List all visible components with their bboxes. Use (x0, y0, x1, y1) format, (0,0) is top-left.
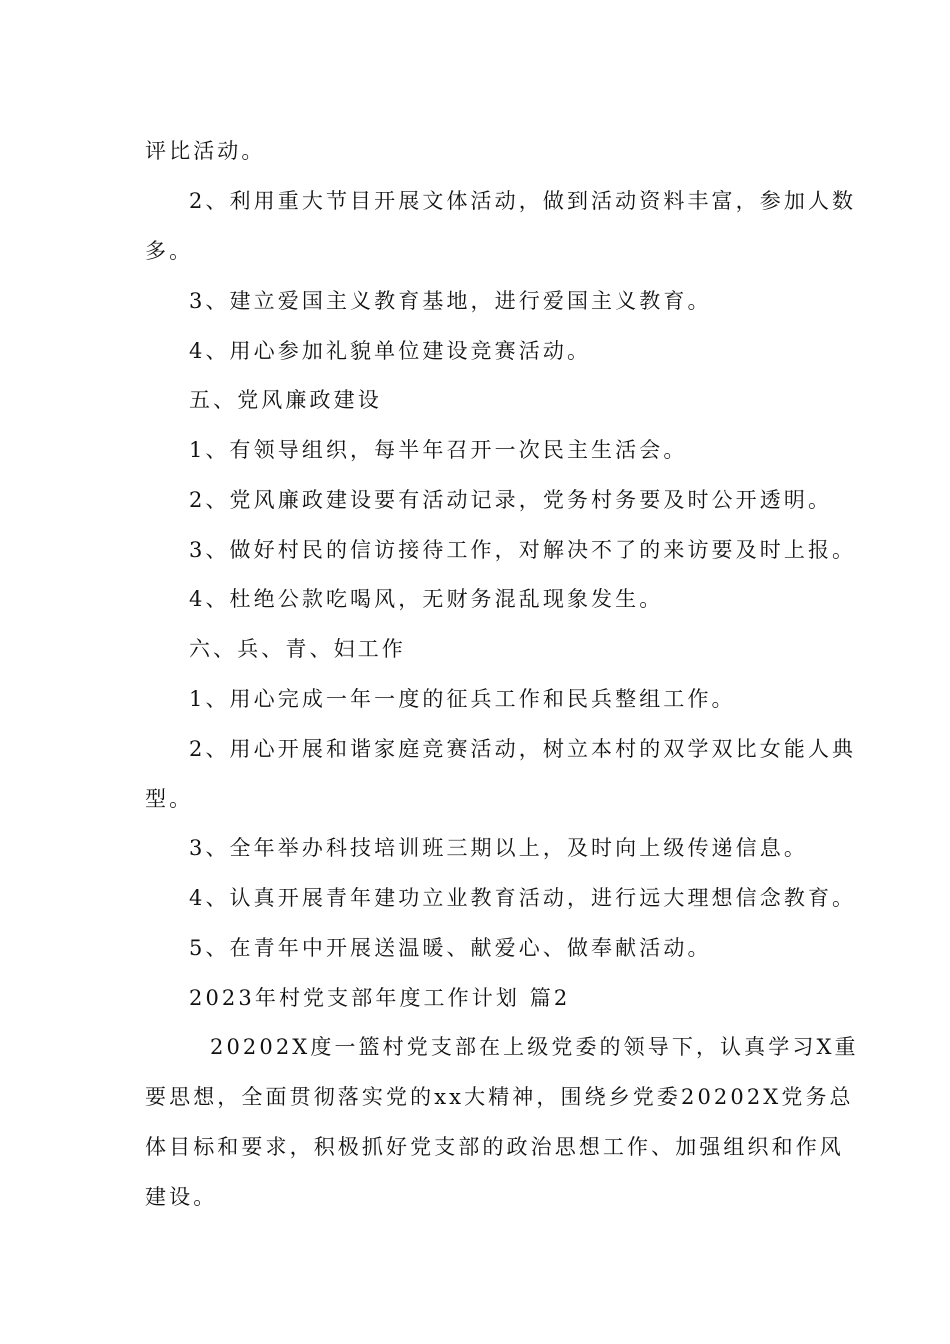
text-line: 3、建立爱国主义教育基地，进行爱国主义教育。 (189, 289, 712, 313)
text-line: 要思想，全面贯彻落实党的xx大精神，围绕乡党委20202X党务总 (145, 1085, 854, 1109)
text-line: 1、有领导组织，每半年召开一次民主生活会。 (189, 438, 688, 462)
text-line: 2、利用重大节目开展文体活动，做到活动资料丰富，参加人数 (189, 189, 857, 213)
text-line: 20202X度一篮村党支部在上级党委的领导下，认真学习X重 (210, 1035, 859, 1059)
text-line: 建设。 (145, 1185, 218, 1209)
text-line: 1、用心完成一年一度的征兵工作和民兵整组工作。 (189, 687, 736, 711)
text-line: 3、全年举办科技培训班三期以上，及时向上级传递信息。 (189, 836, 808, 860)
text-line: 5、在青年中开展送温暖、献爱心、做奉献活动。 (189, 936, 712, 960)
text-line: 型。 (145, 787, 194, 811)
text-line: 4、杜绝公款吃喝风，无财务混乱现象发生。 (189, 587, 664, 611)
text-line: 体目标和要求，积极抓好党支部的政治思想工作、加强组织和作风 (145, 1135, 844, 1159)
section-heading: 2023年村党支部年度工作计划 篇2 (189, 986, 571, 1010)
section-heading: 五、党风廉政建设 (189, 388, 382, 412)
text-line: 评比活动。 (145, 139, 266, 163)
text-line: 2、党风廉政建设要有活动记录，党务村务要及时公开透明。 (189, 488, 833, 512)
text-line: 4、认真开展青年建功立业教育活动，进行远大理想信念教育。 (189, 886, 857, 910)
text-line: 2、用心开展和谐家庭竞赛活动，树立本村的双学双比女能人典 (189, 737, 857, 761)
section-heading: 六、兵、青、妇工作 (189, 637, 406, 661)
text-line: 3、做好村民的信访接待工作，对解决不了的来访要及时上报。 (189, 538, 857, 562)
text-line: 多。 (145, 239, 194, 263)
text-line: 4、用心参加礼貌单位建设竞赛活动。 (189, 339, 592, 363)
